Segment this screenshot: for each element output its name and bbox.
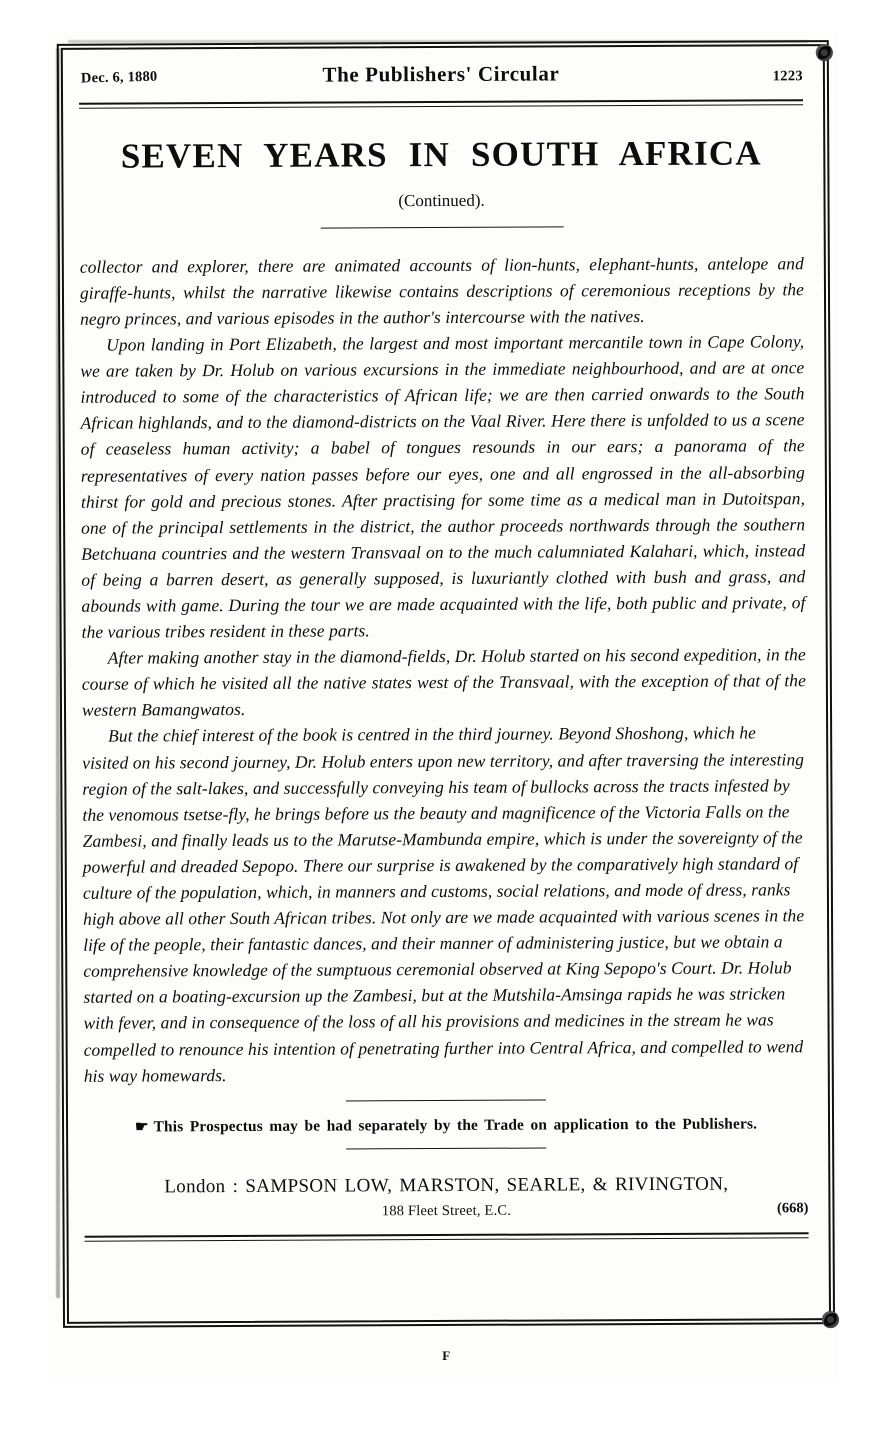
page-content-column: [79, 58, 809, 1241]
corner-ornament-icon-bottom-right: [822, 1311, 839, 1328]
prospectus-note-text: This Prospectus may be had separately by the Trade on application to the Publishers.: [153, 1115, 758, 1136]
imprint-address-row: [84, 1200, 808, 1224]
publisher-imprint: [84, 1173, 808, 1224]
catalogue-number: (668): [776, 1199, 809, 1217]
imprint-publisher-line: London : SAMPSON LOW, MARSTON, SEARLE, & RIVINGTON,: [164, 1173, 729, 1198]
article-continued-label: (Continued).: [398, 190, 485, 210]
page-skew-wrapper: [45, 28, 842, 1384]
scan-edge-shadow-left: [56, 48, 60, 1298]
signature-mark: F: [442, 1347, 451, 1364]
prospectus-note: [84, 1114, 808, 1137]
corner-ornament-icon-top-right: [816, 44, 833, 61]
header-divider-rule: [79, 99, 803, 109]
body-paragraph: After making another stay in the diamond-fields, Dr. Holub started on his second expedition, in the course of which he visited all the native states west of the Transvaal, with the exception of that of the western Bamangwatos.: [81, 644, 806, 721]
scan-edge-shadow-top: [68, 40, 808, 43]
body-paragraph: But the chief interest of the book is centred in the third journey. Beyond Shoshong, which he visited on his second journey, Dr. Holub enters upon new territory, and after traversing the interesting region of the salt-lakes, and successfully conveying his team of bullocks across the tracts infested by the venomous tsetse-fly, he brings before us the beauty and magnificence of the Victoria Falls on the Zambesi, and finally leads us to the Marutse-Mambunda empire, which is under the sovereignty of the powerful and dreaded Sepopo. There our surprise is awakened by the comparatively high standard of culture of the population, which, in manners and customs, social relations, and mode of dress, ranks high above all other South African tribes. Not only are we made acquainted with various scenes in the life of the people, their fantastic dances, and their manner of administering justice, but we obtain a comprehensive knowledge of the sumptuous ceremonial observed at King Sepopo's Court. Dr. Holub started on a boating-excursion up the Zambesi, but at the Mutshila-Amsinga rapids he was stricken with fever, and in consequence of the loss of all his provisions and medicines in the stream he was compelled to renounce his intention of penetrating further into Central Africa, and compelled to wend his way homewards.: [82, 722, 805, 1086]
page-folio-number: 1223: [772, 68, 803, 85]
article-title: SEVEN YEARS IN SOUTH AFRICA: [120, 133, 762, 176]
title-divider-rule: [320, 226, 563, 228]
running-head: [79, 58, 803, 96]
prospectus-divider-rule-bottom: [346, 1147, 546, 1149]
body-paragraph: collector and explorer, there are animated accounts of lion-hunts, elephant-hunts, antelope and giraffe-hunts, whilst the narrative likewise contains descriptions of ceremonious receptions by the negro princes, and various episodes in the author's intercourse with the natives.: [79, 252, 805, 329]
prospectus-divider-rule-top: [346, 1099, 546, 1101]
manicule-pointing-hand-icon: ☛: [134, 1119, 149, 1136]
issue-date: Dec. 6, 1880: [80, 68, 158, 87]
imprint-address-line: 188 Fleet Street, E.C.: [381, 1202, 512, 1220]
article-body: [80, 250, 808, 1089]
scanned-page-sheet: [48, 30, 838, 1382]
body-paragraph: Upon landing in Port Elizabeth, the largest and most important mercantile town in Cape Colony, we are taken by Dr. Holub on various excursions in the immediate neighbourhood, and are at once introduced to some of the characteristics of African life; we are then carried onwards to the South African highlands, and to the diamond-districts on the Vaal River. Here there is unfolded to us a scene of ceaseless human activity; a babel of tongues resounds in our ears; a panorama of the representatives of every nation passes before our eyes, one and all engrossed in the all-absorbing thirst for gold and precious stones. After practising for some time as a medical man in Dutoitspan, one of the principal settlements in the district, the author proceeds northwards through the southern Betchuana countries and the western Transvaal on to the much calumniated Kalahari, which, instead of being a barren desert, as generally supposed, is luxuriantly clothed with bush and grass, and abounds with game. During the tour we are made acquainted with the life, both public and private, of the various tribes resident in these parts.: [80, 331, 806, 642]
masthead-title: The Publishers' Circular: [322, 61, 560, 87]
